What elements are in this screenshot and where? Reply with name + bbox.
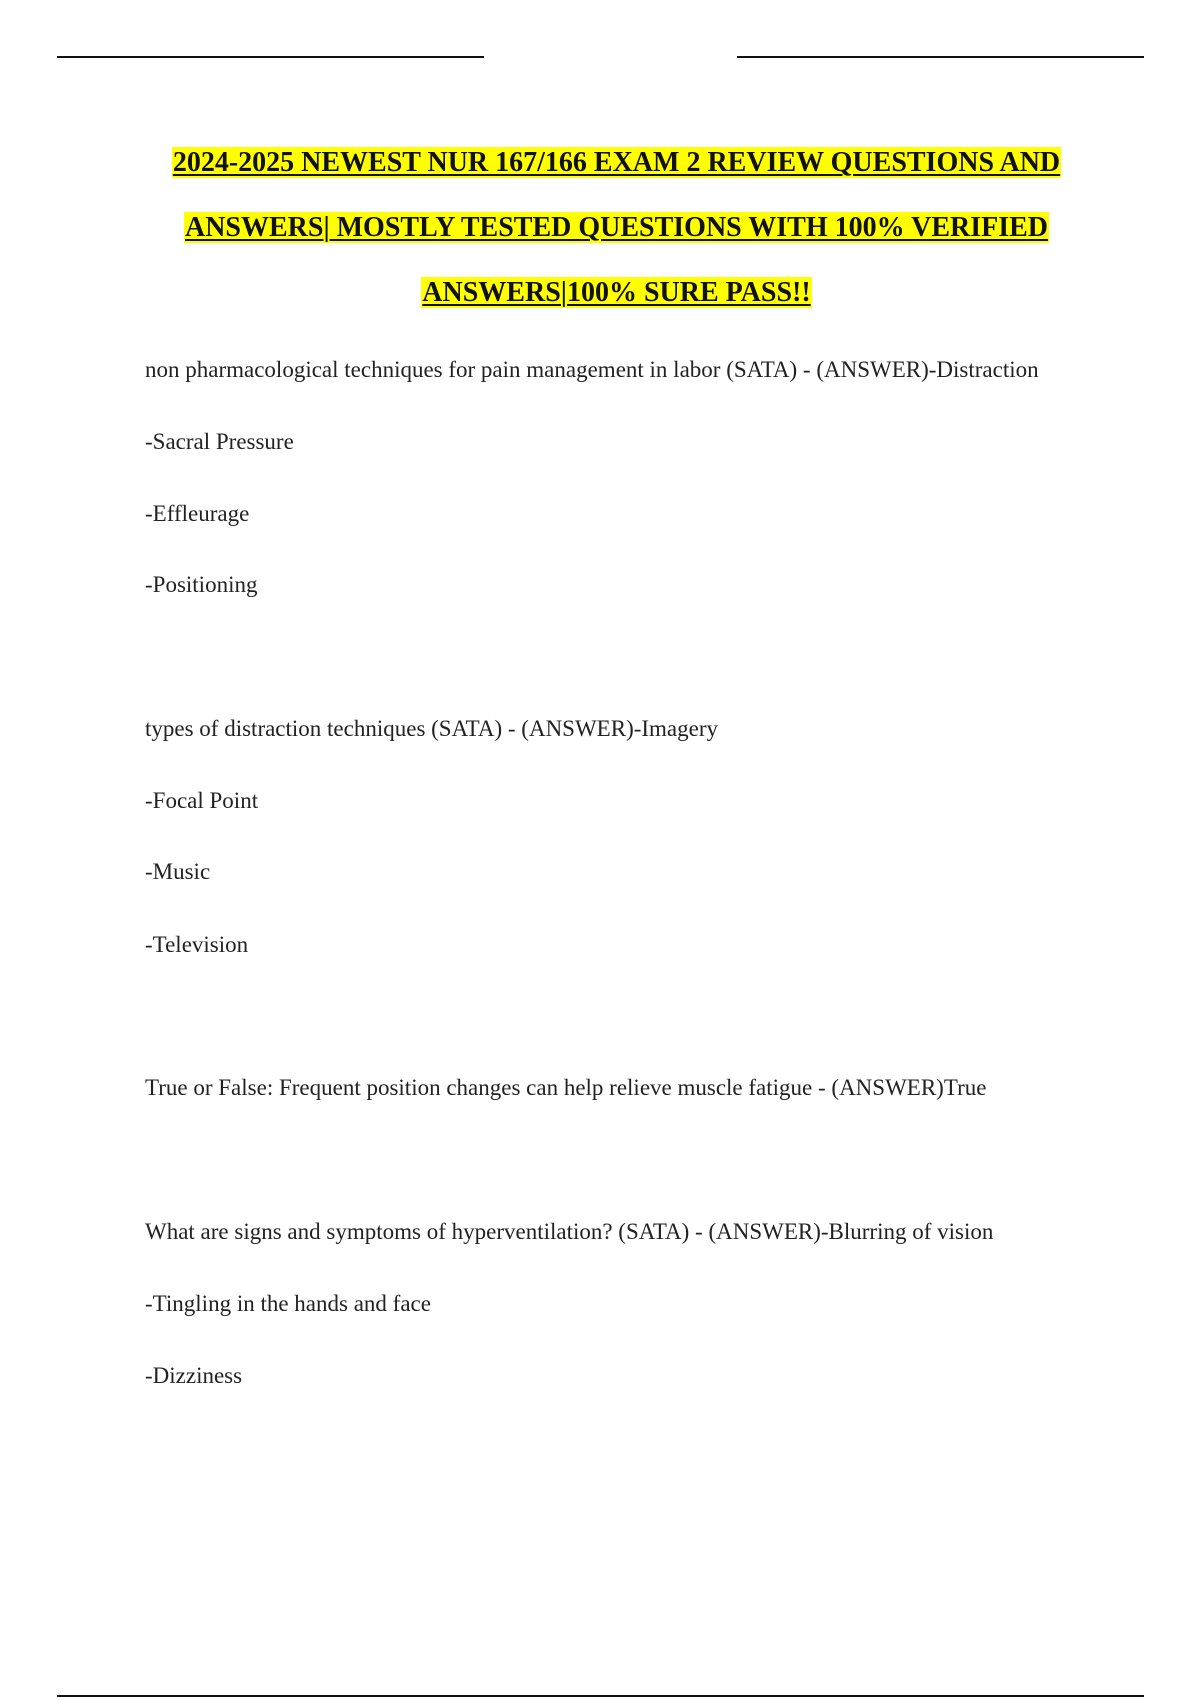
- title-line-1: 2024-2025 NEWEST NUR 167/166 EXAM 2 REVIEW QUESTIONS AND: [172, 147, 1061, 178]
- answer-item: -Sacral Pressure: [145, 429, 294, 454]
- answer-item: -Television: [145, 932, 249, 957]
- header-rule-left: [57, 56, 484, 58]
- answer-item: -Positioning: [145, 572, 258, 597]
- answer-item: -Tingling in the hands and face: [145, 1291, 431, 1316]
- answer-item: -Dizziness: [145, 1363, 243, 1388]
- title-line-2: ANSWERS| MOSTLY TESTED QUESTIONS WITH 100% VERIFIED: [184, 212, 1049, 243]
- answer-item: -Music: [145, 859, 211, 884]
- document-title: [57, 138, 1176, 333]
- question-2: types of distraction techniques (SATA) - (ANSWER)-Imagery: [145, 716, 719, 741]
- title-line-3: ANSWERS|100% SURE PASS!!: [422, 277, 811, 308]
- footer-rule: [57, 1695, 1144, 1697]
- question-3: True or False: Frequent position changes can help relieve muscle fatigue - (ANSWER)True: [145, 1075, 987, 1100]
- header-rule-right: [737, 56, 1144, 58]
- answer-item: -Effleurage: [145, 501, 250, 526]
- question-4: What are signs and symptoms of hyperventilation? (SATA) - (ANSWER)-Blurring of vision: [145, 1219, 994, 1244]
- answer-item: -Focal Point: [145, 788, 259, 813]
- question-1: non pharmacological techniques for pain management in labor (SATA) - (ANSWER)-Distraction: [145, 357, 1039, 382]
